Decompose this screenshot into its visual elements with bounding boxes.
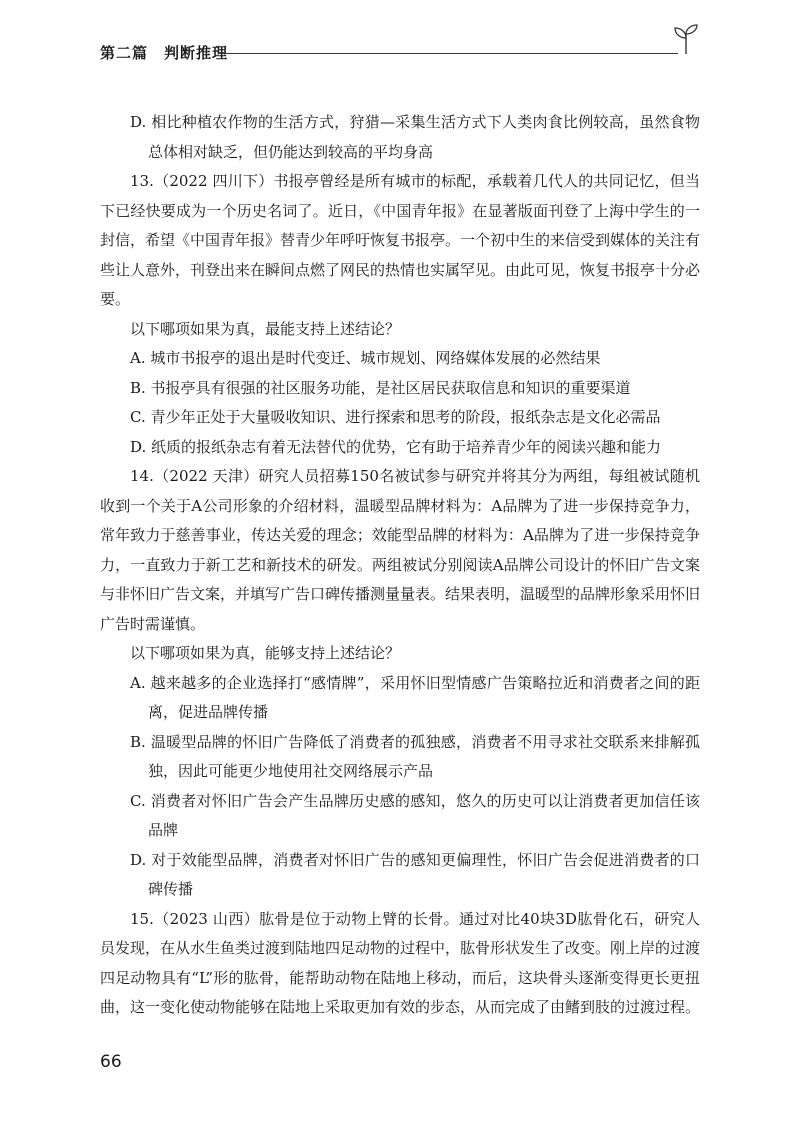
- option-a-q14: A. 越来越多的企业选择打“感情牌”，采用怀旧型情感广告策略拉近和消费者之间的距离，促进品牌传播: [130, 673, 700, 721]
- question-15-stem: 15.（2023 山西）肱骨是位于动物上臂的长骨。通过对比40块3D肱骨化石，研究人员发现，在从水生鱼类过渡到陆地四足动物的过程中，肱骨形状发生了改变。刚上岸的过渡四足动物具有“L”形的肱骨，能帮助动物在陆地上移动，而后，这块骨头逐渐变得更长更扭曲，这一变化使动物能够在陆地上采取更加有效的步态，从而完成了由鳍到肢的过渡过程。: [100, 909, 701, 1016]
- option-d-q12: D. 相比种植农作物的生活方式，狩猎—采集生活方式下人类肉食比例较高，虽然食物总体相对缺乏，但仍能达到较高的平均身高: [130, 113, 700, 161]
- question-13-prompt: 以下哪项如果为真，最能支持上述结论？: [130, 319, 401, 338]
- sprout-icon: [672, 24, 700, 56]
- option-b-q14: B. 温暖型品牌的怀旧广告降低了消费者的孤独感，消费者不用寻求社交联系来排解孤独，因此可能更少地使用社交网络展示产品: [130, 732, 700, 780]
- option-c-q14: C. 消费者对怀旧广告会产生品牌历史感的感知，悠久的历史可以让消费者更加信任该品牌: [130, 791, 700, 839]
- header-rule: [218, 53, 678, 54]
- option-a-q13: A. 城市书报亭的退出是时代变迁、城市规划、网络媒体发展的必然结果: [130, 349, 601, 367]
- header-title: 第二篇 判断推理: [100, 44, 229, 62]
- option-d-q13: D. 纸质的报纸杂志有着无法替代的优势，它有助于培养青少年的阅读兴趣和能力: [130, 437, 662, 456]
- option-b-q13: B. 书报亭具有很强的社区服务功能，是社区居民获取信息和知识的重要渠道: [130, 378, 631, 397]
- question-13-stem: 13.（2022 四川下）书报亭曾经是所有城市的标配，承载着几代人的共同记忆，但当下已经快要成为一个历史名词了。近日，《中国青年报》在显著版面刊登了上海中学生的一封信，希望《中国青年报》替青少年呼吁恢复书报亭。一个初中生的来信受到媒体的关注有些让人意外，刊登出来在瞬间点燃了网民的热情也实属罕见。由此可见，恢复书报亭十分必要。: [100, 172, 701, 308]
- option-c-q13: C. 青少年正处于大量吸收知识、进行探索和思考的阶段，报纸杂志是文化必需品: [130, 408, 661, 426]
- question-14-prompt: 以下哪项如果为真，能够支持上述结论？: [130, 644, 401, 662]
- page-header: [100, 38, 700, 68]
- option-d-q14: D. 对于效能型品牌，消费者对怀旧广告的感知更偏理性，怀旧广告会促进消费者的口碑传播: [130, 850, 700, 898]
- page-number: 66: [100, 1052, 122, 1072]
- question-14-stem: 14.（2022 天津）研究人员招募150名被试参与研究并将其分为两组，每组被试随机收到一个关于A公司形象的介绍材料，温暖型品牌材料为：A品牌为了进一步保持竞争力，常年致力于慈善事业，传达关爱的理念；效能型品牌的材料为：A品牌为了进一步保持竞争力，一直致力于新工艺和新技术的研发。两组被试分别阅读A品牌公司设计的怀旧广告文案与非怀旧广告文案，并填写广告口碑传播测量量表。结果表明，温暖型的品牌形象采用怀旧广告时需谨慎。: [100, 467, 701, 633]
- page-body: [100, 108, 700, 1023]
